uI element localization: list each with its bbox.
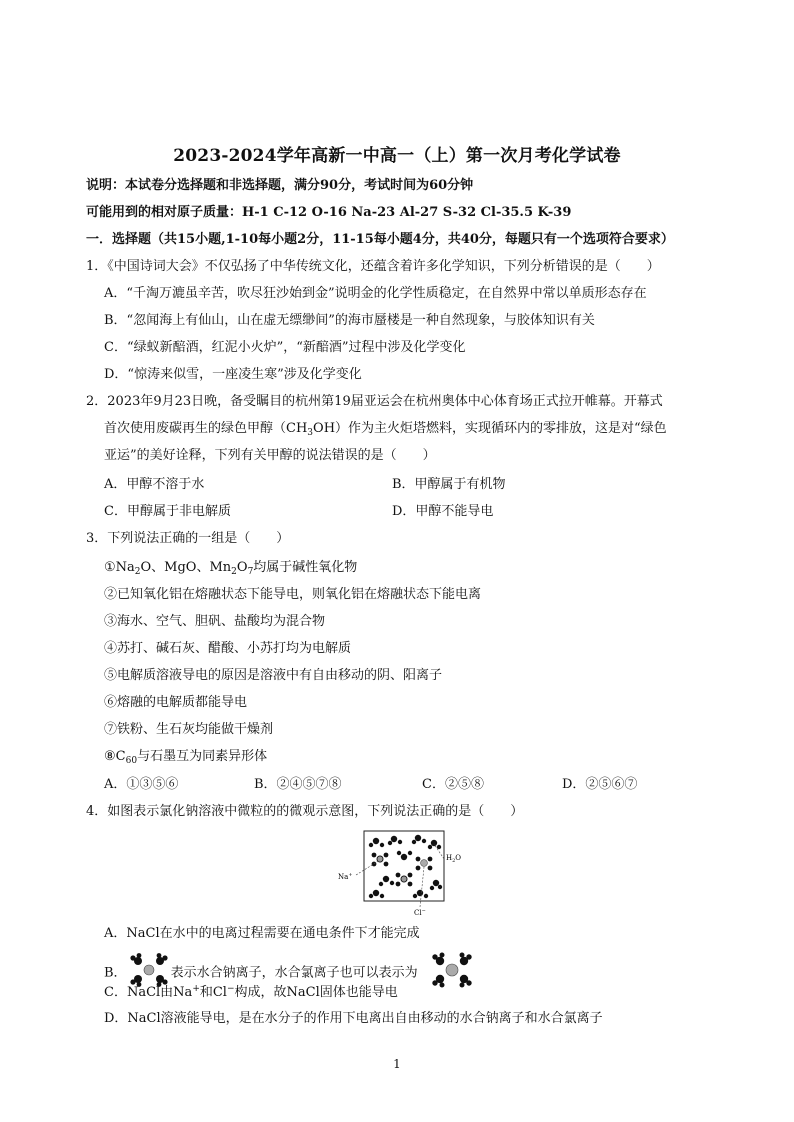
page-title: 2023-2024学年高新一中高一（上）第一次月考化学试卷	[173, 146, 621, 166]
page-number: 1	[393, 1057, 401, 1071]
q3-statement-8: $⑧C_{60}$与石墨互为同素异形体	[104, 749, 268, 766]
q3-statement-3: ③海水、空气、胆矾、盐酸均为混合物	[104, 614, 326, 629]
q3-option-d: D．②⑤⑥⑦	[562, 777, 638, 792]
q2-stem-line1: 2．2023年9月23日晚，备受瞩目的杭州第19届亚运会在杭州奥体中心体育场正式拉开帷幕。开幕式	[86, 394, 663, 409]
q4-option-a: A．NaCl在水中的电离过程需要在通电条件下才能完成	[104, 926, 420, 941]
q2-stem-line3: 亚运”的美好诠释，下列有关甲醇的说法错误的是（ ）	[104, 448, 436, 463]
q3-statement-2: ②已知氧化铝在熔融状态下能导电，则氧化铝在熔融状态下能电离	[104, 587, 482, 602]
q1-option-d: D．“惊涛来似雪，一座凌生寒”涉及化学变化	[104, 367, 362, 382]
hydrated-chloride-ion-icon	[428, 952, 476, 994]
q4-stem: 4．如图表示氯化钠溶液中微粒的的微观示意图，下列说法正确的是（ ）	[86, 804, 524, 819]
q1-option-b: B．“忽闻海上有仙山，山在虚无缥缈间”的海市蜃楼是一种自然现象，与胶体知识有关	[104, 313, 595, 328]
q4-option-d: D．NaCl溶液能导电，是在水分子的作用下电离出自由移动的水合钠离子和水合氯离子	[104, 1011, 603, 1026]
q4-option-c: C．NaCl由Na+和Cl−构成，故NaCl固体也能导电	[104, 984, 398, 1000]
q2-stem-line2: 首次使用废碳再生的绿色甲醇$(CH_3OH)$作为主火炬塔燃料，实现循环内的零排放，这是对“绿色	[104, 421, 667, 438]
q3-statement-4: ④苏打、碱石灰、醋酸、小苏打均为电解质	[104, 641, 352, 656]
q3-option-b: B．②④⑤⑦⑧	[254, 777, 342, 792]
q2-option-b: B．甲醇属于有机物	[392, 477, 506, 492]
q1-stem: 1．《中国诗词大会》不仅弘扬了中华传统文化，还蕴含着许多化学知识，下列分析错误的是（ ）	[86, 259, 660, 274]
instructions-note: 说明：本试卷分选择题和非选择题，满分90分，考试时间为60分钟	[86, 178, 474, 193]
q3-statement-5: ⑤电解质溶液导电的原因是溶液中有自由移动的阴、阳离子	[104, 668, 443, 683]
q2-option-a: A．甲醇不溶于水	[104, 477, 205, 492]
q3-statement-7: ⑦铁粉、生石灰均能做干燥剂	[104, 722, 274, 737]
atomic-masses-note: 可能用到的相对原子质量：H-1 C-12 O-16 Na-23 Al-27 S-32 Cl-35.5 K-39	[86, 205, 572, 220]
q2-option-c: C．甲醇属于非电解质	[104, 504, 231, 519]
q3-option-a: A．①③⑤⑥	[104, 777, 179, 792]
q3-statement-6: ⑥熔融的电解质都能导电	[104, 695, 248, 710]
fig-label-na: Na+	[338, 872, 353, 881]
q3-option-c: C．②⑤⑧	[422, 777, 484, 792]
q3-statement-1: $①Na_2O$、MgO、$Mn_2O_7$均属于碱性氧化物	[104, 560, 358, 577]
q4-option-b: B． 表示水合钠离子，水合氯离子也可以表示为	[104, 952, 476, 994]
q1-option-c: C．“绿蚁新醅酒，红泥小火炉”，“新醅酒”过程中涉及化学变化	[104, 340, 466, 355]
fig-label-h2o: $H_2O$	[446, 854, 462, 864]
fig-label-cl: Cl−	[414, 908, 426, 917]
nacl-microscopic-diagram	[336, 827, 466, 917]
q2-option-d: D．甲醇不能导电	[392, 504, 494, 519]
q1-option-a: A．“千淘万漉虽辛苦，吹尽狂沙始到金”说明金的化学性质稳定，在自然界中常以单质形态存在	[104, 286, 647, 301]
nacl-solution-figure	[336, 827, 466, 917]
q3-stem: 3．下列说法正确的一组是（ ）	[86, 531, 290, 546]
section-heading: 一．选择题（共15小题,1-10每小题2分，11-15每小题4分，共40分，每题只有一个选项符合要求）	[86, 232, 674, 247]
